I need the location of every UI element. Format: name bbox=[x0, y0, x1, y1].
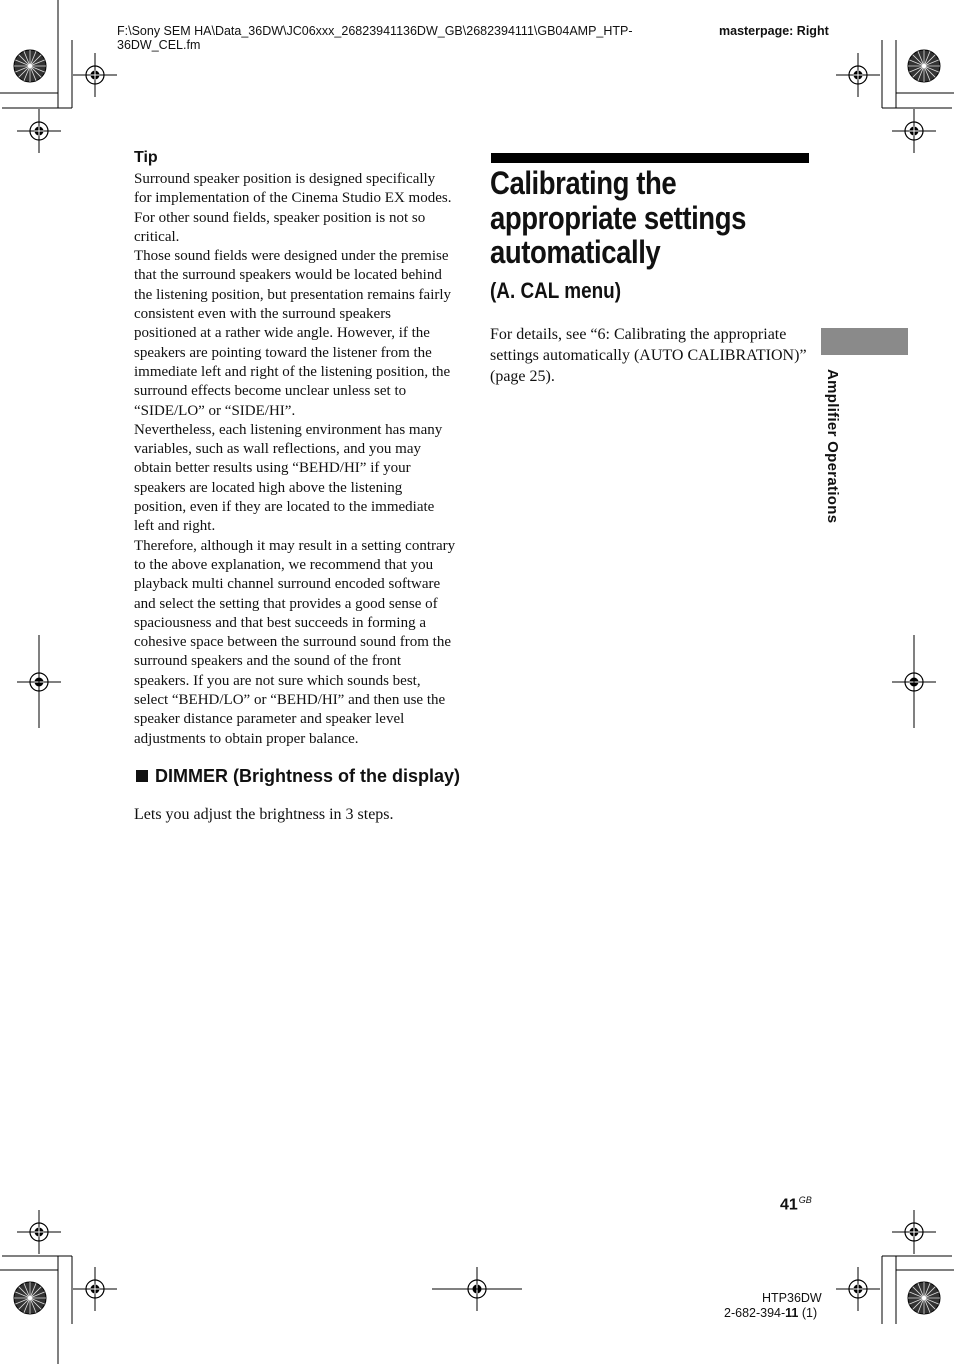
dimmer-body: Lets you adjust the brightness in 3 steps. bbox=[134, 806, 394, 823]
square-bullet-icon bbox=[136, 770, 148, 782]
header-masterpage: masterpage: Right bbox=[719, 24, 829, 38]
section-title-rule bbox=[491, 153, 809, 163]
page-number bbox=[780, 1195, 812, 1214]
footer-model: HTP36DW bbox=[762, 1291, 822, 1305]
tip-paragraph: Those sound fields were designed under the premise that the surround speakers would be located behind the listening position, but presentation remains fairly consistent even with the surround speakers positioned at a rather wide angle. However, if the speakers are pointing toward the listener from the immediate left and right of the listening position, the surround effects become unclear unless set to “SIDE/LO” or “SIDE/HI”. bbox=[134, 248, 452, 419]
section-title: Calibrating the appropriate settings automatically bbox=[490, 165, 746, 270]
tip-body bbox=[134, 170, 456, 749]
dimmer-heading bbox=[134, 767, 464, 786]
header-file-path: F:\Sony SEM HA\Data_36DW\JC06xxx_26823941136DW_GB\2682394111\GB04AMP_HTP- 36DW_CEL.fm bbox=[117, 24, 633, 52]
tip-label: Tip bbox=[134, 149, 158, 166]
page-number-suffix: GB bbox=[798, 1195, 812, 1205]
page-number-value: 41 bbox=[780, 1196, 798, 1214]
section-body: For details, see “6: Calibrating the appropriate settings automatically (AUTO CALIBRATION)” (page 25). bbox=[490, 326, 807, 385]
footer-code-bold: 11 bbox=[785, 1306, 799, 1320]
footer-code-prefix: 2-682-394- bbox=[724, 1306, 786, 1320]
side-tab bbox=[821, 328, 908, 355]
dimmer-heading-text: DIMMER (Brightness of the display) bbox=[155, 766, 461, 786]
tip-paragraph: Surround speaker position is designed specifically for implementation of the Cinema Studio EX modes. For other sound fields, speaker position is not so critical. bbox=[134, 171, 452, 245]
side-tab-label: Amplifier Operations bbox=[824, 369, 841, 524]
footer-code bbox=[724, 1306, 817, 1320]
footer-code-suffix: (1) bbox=[798, 1306, 818, 1320]
section-subtitle: (A. CAL menu) bbox=[490, 278, 622, 303]
tip-paragraph: Therefore, although it may result in a setting contrary to the above explanation, we recommend that you playback multi channel surround encoded software and select the setting that provides a good sense of spaciousness and that best succeeds in forming a cohesive space between the surround sound from the surround speakers and the sound of the front speakers. If you are not sure which sounds best, select “BEHD/LO” or “BEHD/HI” and then use the speaker distance parameter and speaker level adjustments to obtain proper balance. bbox=[134, 537, 456, 747]
tip-paragraph: Nevertheless, each listening environment has many variables, such as wall reflections, and you may obtain better results using “BEHD/HI” if your speakers are located high above the listening position, even if they are located to the immediate left and right. bbox=[134, 421, 443, 535]
